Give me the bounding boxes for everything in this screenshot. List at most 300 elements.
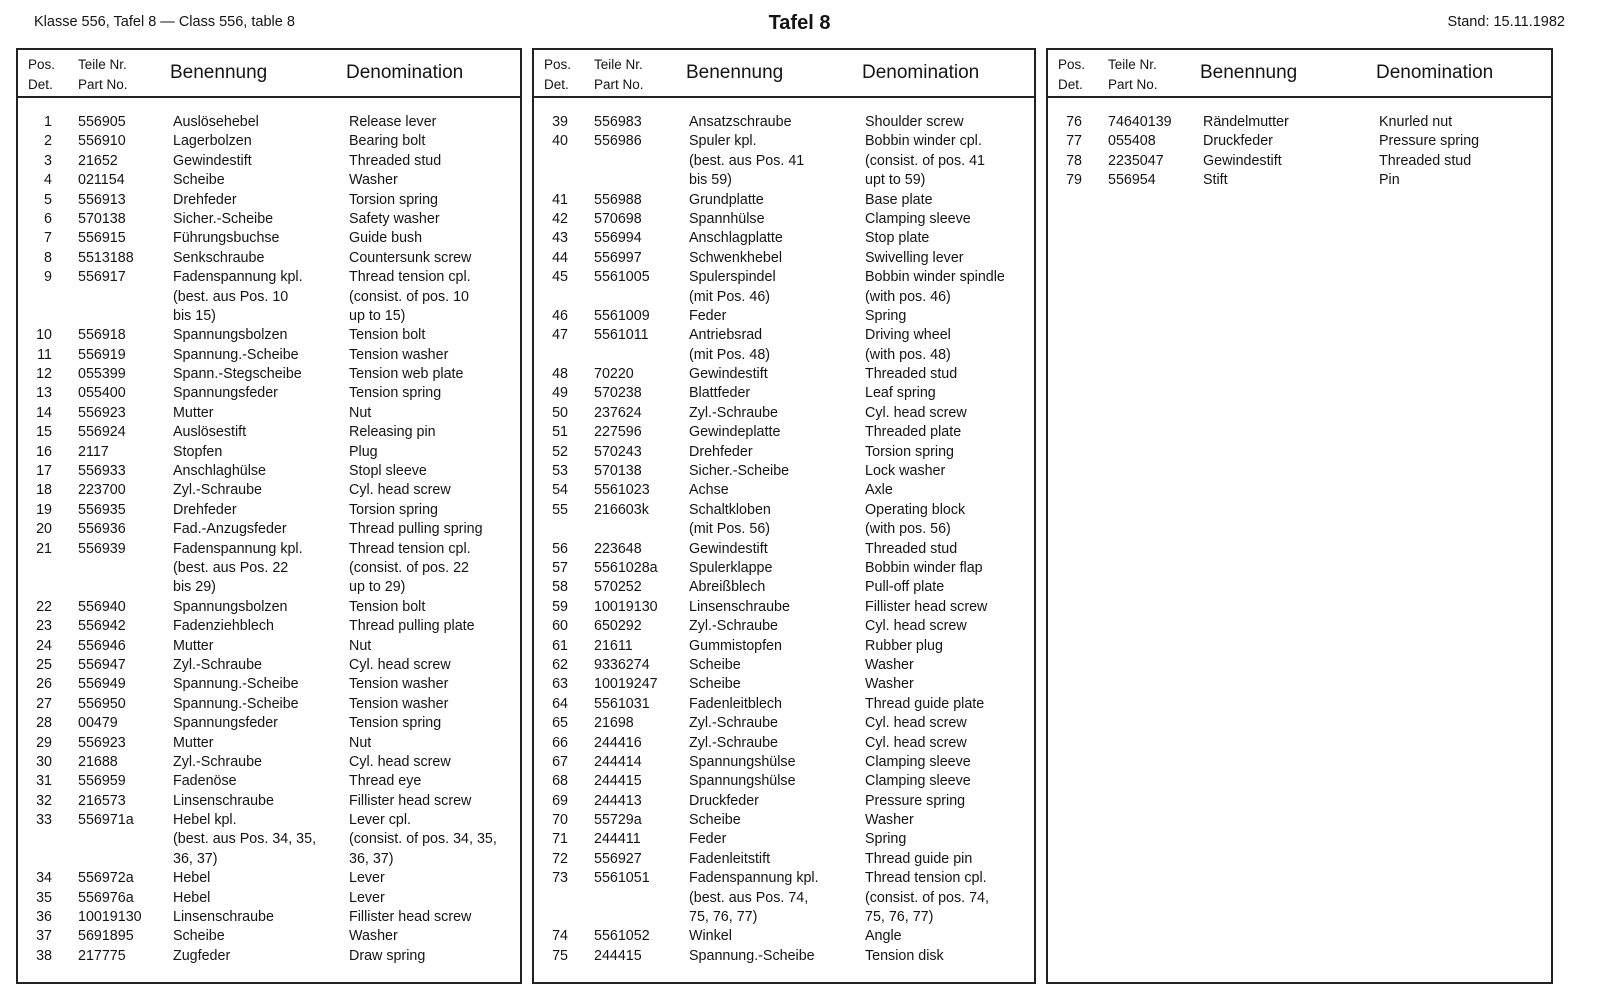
table-row [18,811,520,830]
table-row [18,714,520,733]
part-no-cell: 5561052 [594,928,650,945]
benennung-cell: Schwenkhebel [689,249,782,266]
denomination-cell: Tension disk [865,947,944,964]
pos-cell: 32 [36,792,52,809]
benennung-cell: Zyl.-Schraube [173,482,262,499]
table-row [534,656,1034,675]
table-row [18,229,520,248]
benennung-cell: (best. aus Pos. 74, [689,889,809,906]
parts-table-panel-2 [532,48,1036,984]
table-row [1048,171,1551,190]
pos-cell: 69 [552,792,568,809]
pos-cell: 31 [36,773,52,790]
table-row [1048,152,1551,171]
benennung-cell: Ansatzschraube [689,114,792,130]
denomination-cell: Fillister head screw [349,792,472,809]
benennung-cell: Zugfeder [173,947,231,964]
table-row [534,927,1034,946]
table-row [534,695,1034,714]
column-header-denomination: Denomination [346,62,464,83]
denomination-cell: Tension bolt [349,327,426,344]
column-header-pos: Pos. Det. [28,57,56,92]
part-no-cell: 570252 [594,579,642,596]
part-no-cell: 570243 [594,443,642,460]
part-no-cell: 556950 [78,695,126,712]
denomination-cell: Washer [865,812,914,829]
table-row [534,365,1034,384]
column-header-part-no: Teile Nr. Part No. [1108,57,1158,92]
column-header-pos: Pos. Det. [544,57,572,92]
benennung-cell: Spannungsbolzen [173,327,288,344]
denomination-cell: Threaded plate [865,424,962,441]
pos-cell: 76 [1066,114,1082,130]
pos-cell: 25 [36,656,52,673]
pos-cell: 68 [552,773,568,790]
pos-cell: 2 [44,133,52,150]
pos-cell: 75 [552,947,568,964]
table-row [18,927,520,946]
table-row [534,268,1034,287]
parts-table-panel-3 [1046,48,1553,984]
part-no-cell: 570138 [594,463,642,480]
pos-cell: 37 [36,928,52,945]
table-row [534,423,1034,442]
denomination-cell: Thread tension cpl. [349,540,471,557]
benennung-cell: Scheibe [689,676,741,693]
pos-cell: 48 [552,366,568,383]
table-row [18,268,520,287]
pos-cell: 14 [36,404,52,421]
table-row [18,947,520,966]
table-row [1048,113,1551,132]
pos-cell: 22 [36,598,52,615]
denomination-cell: Nut [349,734,372,751]
table-row [18,656,520,675]
benennung-cell: Spannungshülse [689,773,796,790]
table-row [18,850,520,869]
benennung-cell: Fadenspannung kpl. [173,269,303,286]
pos-cell: 62 [552,656,568,673]
part-no-cell: 556910 [78,133,126,150]
denomination-cell: Cyl. head screw [865,404,967,421]
part-no-cell: 556949 [78,676,126,693]
denomination-cell: Angle [865,928,902,945]
benennung-cell: Spannungsfeder [173,385,278,402]
denomination-cell: Countersunk screw [349,249,472,266]
part-no-cell: 10019247 [594,676,658,693]
part-no-cell: 10019130 [594,598,658,615]
benennung-cell: Spulerspindel [689,269,776,286]
pos-cell: 47 [552,327,568,344]
table-row [18,346,520,365]
pos-cell: 12 [36,366,52,383]
benennung-cell: Führungsbuchse [173,230,280,247]
part-no-cell: 556923 [78,734,126,751]
pos-cell: 33 [36,812,52,829]
table-row [534,288,1034,307]
table-row [534,229,1034,248]
part-no-cell: 5561023 [594,482,650,499]
benennung-cell: Feder [689,831,727,848]
table-row [534,307,1034,326]
denomination-cell: (consist. of pos. 74, [865,889,989,906]
table-row [18,753,520,772]
denomination-cell: Thread tension cpl. [349,269,471,286]
benennung-cell: 36, 37) [173,850,218,867]
part-no-cell: 556988 [594,191,642,208]
denomination-cell: Thread guide pin [865,850,973,867]
part-no-cell: 556923 [78,404,126,421]
table-body [534,113,1034,966]
pos-cell: 43 [552,230,568,247]
table-row [534,540,1034,559]
denomination-cell: Knurled nut [1379,114,1453,130]
denomination-cell: Threaded stud [865,366,958,383]
part-no-cell: 556915 [78,230,126,247]
benennung-cell: Spannungsbolzen [173,598,288,615]
pos-cell: 1 [44,114,52,130]
pos-cell: 35 [36,889,52,906]
denomination-cell: Clamping sleeve [865,773,971,790]
pos-cell: 77 [1066,133,1082,150]
pos-cell: 6 [44,210,52,227]
benennung-cell: Drehfeder [173,501,237,518]
benennung-cell: Spannhülse [689,210,765,227]
table-row [534,384,1034,403]
part-no-cell: 5561031 [594,695,650,712]
denomination-cell: Washer [349,172,398,189]
part-no-cell: 556917 [78,269,126,286]
part-no-cell: 570238 [594,385,642,402]
table-row [534,830,1034,849]
denomination-cell: Bobbin winder cpl. [865,133,982,150]
benennung-cell: Anschlaghülse [173,463,266,480]
pos-cell: 23 [36,618,52,635]
table-row [534,326,1034,345]
benennung-cell: Gummistopfen [689,637,782,654]
benennung-cell: Zyl.-Schraube [689,618,778,635]
denomination-cell: Tension washer [349,695,449,712]
benennung-cell: Scheibe [689,812,741,829]
part-no-cell: 70220 [594,366,634,383]
benennung-cell: Abreißblech [689,579,766,596]
table-row [18,481,520,500]
pos-cell: 64 [552,695,568,712]
benennung-cell: Schaltkloben [689,501,771,518]
table-row [534,152,1034,171]
part-no-cell: 570138 [78,210,126,227]
pos-cell: 72 [552,850,568,867]
table-body [18,113,520,966]
table-row [534,617,1034,636]
part-no-cell: 055408 [1108,133,1156,150]
denomination-cell: Fillister head screw [349,909,472,926]
benennung-cell: Senkschraube [173,249,265,266]
denomination-cell: Lever [349,870,385,887]
benennung-cell: Achse [689,482,729,499]
part-no-cell: 216573 [78,792,126,809]
benennung-cell: Zyl.-Schraube [689,715,778,732]
benennung-cell: Zyl.-Schraube [689,734,778,751]
part-no-cell: 5513188 [78,249,134,266]
table-row [534,889,1034,908]
denomination-cell: Stop plate [865,230,930,247]
benennung-cell: Sicher.-Scheibe [689,463,790,480]
table-row [18,734,520,753]
pos-cell: 16 [36,443,52,460]
denomination-cell: Clamping sleeve [865,753,971,770]
denomination-cell: Bobbin winder flap [865,559,983,576]
denomination-cell: Torsion spring [865,443,954,460]
pos-cell: 55 [552,501,568,518]
denomination-cell: Clamping sleeve [865,210,971,227]
pos-cell: 42 [552,210,568,227]
benennung-cell: Mutter [173,734,214,751]
benennung-cell: Gewindestift [173,152,252,169]
part-no-cell: 556913 [78,191,126,208]
pos-cell: 21 [36,540,52,557]
pos-cell: 79 [1066,172,1082,189]
benennung-cell: Spann.-Stegscheibe [173,366,302,383]
pos-cell: 63 [552,676,568,693]
benennung-cell: Gewindeplatte [689,424,781,441]
part-no-cell: 556918 [78,327,126,344]
pos-cell: 17 [36,463,52,480]
pos-cell: 13 [36,385,52,402]
pos-cell: 51 [552,424,568,441]
denomination-cell: Tension web plate [349,366,464,383]
benennung-cell: Antriebsrad [689,327,763,344]
denomination-cell: Fillister head screw [865,598,988,615]
table-row [18,869,520,888]
pos-cell: 65 [552,715,568,732]
benennung-cell: Sicher.-Scheibe [173,210,274,227]
denomination-cell: Cyl. head screw [349,482,451,499]
table-row [18,191,520,210]
column-header-benennung: Benennung [170,62,268,83]
part-no-cell: 055400 [78,385,126,402]
benennung-cell: (best. aus Pos. 41 [689,152,805,169]
denomination-cell: Lever cpl. [349,812,411,829]
table-row [18,423,520,442]
benennung-cell: Hebel kpl. [173,812,237,829]
part-no-cell: 244411 [594,831,641,848]
table-row [18,404,520,423]
pos-cell: 57 [552,559,568,576]
table-row [534,869,1034,888]
table-row [18,637,520,656]
table-row [534,598,1034,617]
denomination-cell: (consist. of pos. 34, 35, [349,831,497,848]
benennung-cell: Linsenschraube [173,792,274,809]
denomination-cell: Torsion spring [349,501,438,518]
denomination-cell: Pull-off plate [865,579,945,596]
page-header-left: Klasse 556, Tafel 8 — Class 556, table 8 [34,14,295,30]
table-row [18,520,520,539]
part-no-cell: 556905 [78,114,126,130]
part-no-cell: 55729a [594,812,642,829]
table-row [18,307,520,326]
denomination-cell: Pressure spring [1379,133,1480,150]
table-row [18,617,520,636]
table-row [18,559,520,578]
benennung-cell: Rändelmutter [1203,114,1289,130]
benennung-cell: Spannung.-Scheibe [173,695,299,712]
part-no-cell: 556924 [78,424,126,441]
denomination-cell: Release lever [349,114,437,130]
pos-cell: 20 [36,521,52,538]
pos-cell: 5 [44,191,52,208]
benennung-cell: Druckfeder [1203,133,1273,150]
table-row [534,520,1034,539]
table-row [534,753,1034,772]
part-no-cell: 556976a [78,889,134,906]
benennung-cell: (mit Pos. 48) [689,346,771,363]
table-row [1048,132,1551,151]
benennung-cell: Drehfeder [689,443,753,460]
table-row [534,908,1034,927]
benennung-cell: Gewindestift [689,540,768,557]
denomination-cell: Pin [1379,172,1400,189]
part-no-cell: 556940 [78,598,126,615]
table-row [18,171,520,190]
pos-cell: 60 [552,618,568,635]
denomination-cell: Releasing pin [349,424,436,441]
denomination-cell: Rubber plug [865,637,943,654]
denomination-cell: Operating block [865,501,966,518]
table-row [18,326,520,345]
pos-cell: 54 [552,482,568,499]
denomination-cell: Washer [865,676,914,693]
denomination-cell: Thread pulling plate [349,618,475,635]
table-row [18,792,520,811]
denomination-cell: Tension washer [349,676,449,693]
benennung-cell: Spannung.-Scheibe [173,676,299,693]
benennung-cell: Scheibe [173,172,225,189]
benennung-cell: Fadenspannung kpl. [689,870,819,887]
page-header-date: Stand: 15.11.1982 [1447,14,1565,30]
benennung-cell: Lagerbolzen [173,133,252,150]
pos-cell: 24 [36,637,52,654]
denomination-cell: Bobbin winder spindle [865,269,1005,286]
denomination-cell: Base plate [865,191,933,208]
pos-cell: 27 [36,695,52,712]
part-no-cell: 556994 [594,230,642,247]
benennung-cell: bis 15) [173,307,216,324]
denomination-cell: up to 29) [349,579,406,596]
table-row [534,113,1034,132]
table-row [18,132,520,151]
denomination-cell: upt to 59) [865,172,926,189]
pos-cell: 44 [552,249,568,266]
part-no-cell: 244414 [594,753,642,770]
denomination-cell: Lock washer [865,463,946,480]
pos-cell: 19 [36,501,52,518]
benennung-cell: Fadenleitblech [689,695,782,712]
benennung-cell: Mutter [173,404,214,421]
table-row [534,481,1034,500]
denomination-cell: (consist. of pos. 10 [349,288,469,305]
denomination-cell: (with pos. 56) [865,521,951,538]
denomination-cell: Safety washer [349,210,440,227]
column-header-benennung: Benennung [686,62,784,83]
benennung-cell: Spannung.-Scheibe [689,947,815,964]
denomination-cell: Spring [865,307,907,324]
denomination-cell: Axle [865,482,893,499]
benennung-cell: Feder [689,307,727,324]
table-row [18,249,520,268]
pos-cell: 46 [552,307,568,324]
part-no-cell: 10019130 [78,909,142,926]
part-no-cell: 650292 [594,618,642,635]
table-row [534,578,1034,597]
denomination-cell: Thread tension cpl. [865,870,987,887]
table-row [534,811,1034,830]
pos-cell: 9 [44,269,52,286]
benennung-cell: Hebel [173,870,211,887]
denomination-cell: Thread eye [349,773,422,790]
denomination-cell: (consist. of pos. 41 [865,152,985,169]
pos-cell: 34 [36,870,52,887]
denomination-cell: Washer [349,928,398,945]
table-row [18,210,520,229]
table-row [534,637,1034,656]
part-no-cell: 556983 [594,114,642,130]
benennung-cell: Fadenleitstift [689,850,771,867]
column-header-denomination: Denomination [1376,62,1494,83]
benennung-cell: (best. aus Pos. 34, 35, [173,831,317,848]
denomination-cell: up to 15) [349,307,406,324]
table-header [534,50,1034,98]
part-no-cell: 9336274 [594,656,650,673]
part-no-cell: 055399 [78,366,126,383]
benennung-cell: Gewindestift [689,366,768,383]
denomination-cell: Threaded stud [1379,152,1472,169]
denomination-cell: Tension washer [349,346,449,363]
table-row [534,714,1034,733]
benennung-cell: Auslösehebel [173,114,259,130]
part-no-cell: 217775 [78,947,126,964]
pos-cell: 10 [36,327,52,344]
pos-cell: 53 [552,463,568,480]
benennung-cell: Scheibe [689,656,741,673]
table-row [18,384,520,403]
table-row [18,540,520,559]
table-row [18,501,520,520]
denomination-cell: Draw spring [349,947,426,964]
part-no-cell: 556986 [594,133,642,150]
benennung-cell: Winkel [689,928,732,945]
table-row [534,404,1034,423]
table-row [534,191,1034,210]
pos-cell: 61 [552,637,568,654]
table-body [1048,113,1551,191]
benennung-cell: Spuler kpl. [689,133,757,150]
benennung-cell: Druckfeder [689,792,759,809]
part-no-cell: 5561028a [594,559,658,576]
part-no-cell: 237624 [594,404,642,421]
benennung-cell: bis 29) [173,579,216,596]
benennung-cell: Spulerklappe [689,559,773,576]
denomination-cell: Guide bush [349,230,423,247]
pos-cell: 4 [44,172,52,189]
pos-cell: 78 [1066,152,1082,169]
table-row [534,501,1034,520]
denomination-cell: Thread guide plate [865,695,985,712]
column-header-benennung: Benennung [1200,62,1298,83]
benennung-cell: Spannungshülse [689,753,796,770]
table-row [18,695,520,714]
